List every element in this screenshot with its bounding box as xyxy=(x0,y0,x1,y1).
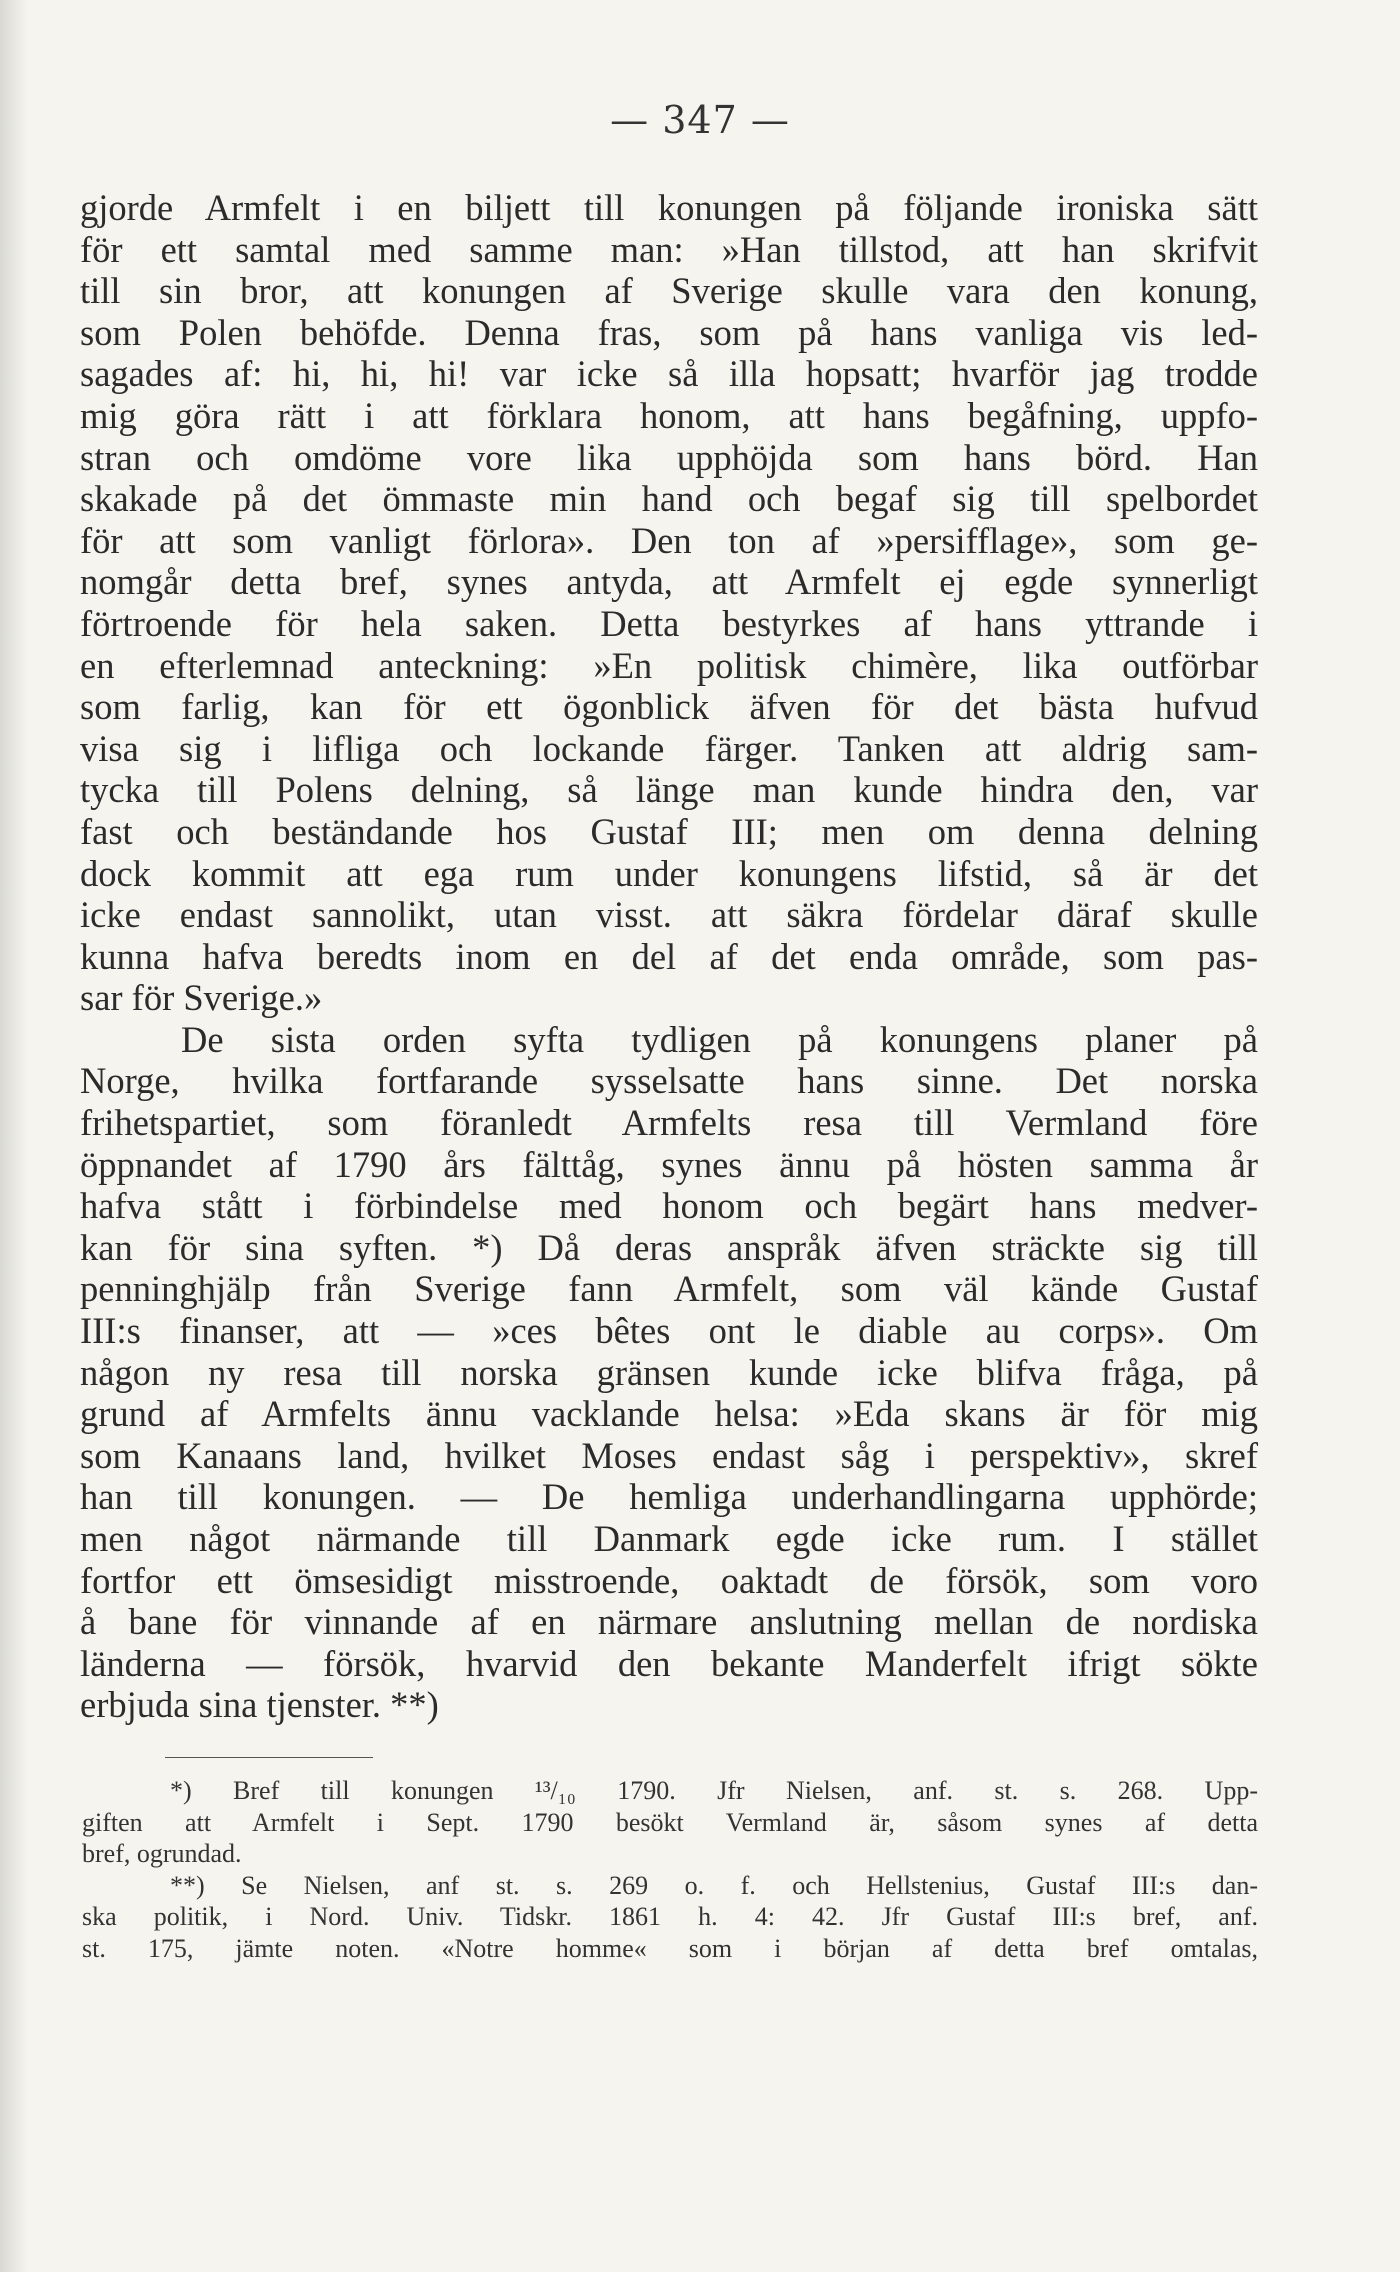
text-line: som Kanaans land, hvilket Moses endast såg i perspektiv», skref xyxy=(80,1434,1258,1476)
text-line: förtroende för hela saken. Detta bestyrkes af hans yttrande i xyxy=(80,602,1258,644)
text-line: De sista orden syfta tydligen på konungens planer på xyxy=(181,1018,1258,1060)
text-line: grund af Armfelts ännu vacklande helsa: »Eda skans är för mig xyxy=(80,1393,1258,1435)
text-line: som farlig, kan för ett ögonblick äfven för det bästa hufvud xyxy=(80,686,1258,728)
footnote-line: **) Se Nielsen, anf st. s. 269 o. f. och Hellstenius, Gustaf III:s dan- xyxy=(170,1870,1258,1900)
page-number: — 347 — xyxy=(610,98,790,142)
text-line: tycka till Polens delning, så länge man kunde hindra den, var xyxy=(80,769,1258,811)
text-line: öppnandet af 1790 års fälttåg, synes ännu på hösten samma år xyxy=(80,1143,1258,1185)
text-line: fast och beständande hos Gustaf III; men om denna delning xyxy=(80,810,1258,852)
text-line: penninghjälp från Sverige fann Armfelt, som väl kände Gustaf xyxy=(80,1268,1258,1310)
binding-shadow xyxy=(0,0,28,2272)
text-line: Norge, hvilka fortfarande sysselsatte hans sinne. Det norska xyxy=(80,1060,1258,1102)
text-line: nomgår detta bref, synes antyda, att Armfelt ej egde synnerligt xyxy=(80,561,1258,603)
footnote-line: st. 175, jämte noten. «Notre homme« som i början af detta bref omtalas, xyxy=(82,1933,1258,1963)
text-line: sagades af: hi, hi, hi! var icke så illa hopsatt; hvarför jag trodde xyxy=(80,353,1258,395)
text-line: gjorde Armfelt i en biljett till konungen på följande ironiska sätt xyxy=(80,187,1258,228)
text-line: å bane för vinnande af en närmare anslutning mellan de nordiska xyxy=(80,1601,1258,1643)
footnote-divider xyxy=(165,1757,373,1758)
text-line: till sin bror, att konungen af Sverige skulle vara den konung, xyxy=(80,270,1258,312)
text-line: kan för sina syften. *) Då deras anspråk äfven sträckte sig till xyxy=(80,1226,1258,1268)
text-line: han till konungen. — De hemliga underhandlingarna upphörde; xyxy=(80,1476,1258,1518)
footnote-line: bref, ogrundad. xyxy=(82,1839,242,1868)
text-line: mig göra rätt i att förklara honom, att hans begåfning, uppfo- xyxy=(80,394,1258,436)
text-line: fortfor ett ömsesidigt misstroende, oaktadt de försök, som voro xyxy=(80,1559,1258,1601)
text-line: hafva stått i förbindelse med honom och begärt hans medver- xyxy=(80,1185,1258,1227)
text-line: men något närmande till Danmark egde icke rum. I stället xyxy=(80,1518,1258,1559)
text-line: en efterlemnad anteckning: »En politisk chimère, lika outförbar xyxy=(80,644,1258,686)
text-line: för att som vanligt förlora». Den ton af »persifflage», som ge- xyxy=(80,519,1258,561)
text-line: visa sig i lifliga och lockande färger. Tanken att aldrig sam- xyxy=(80,727,1258,769)
text-line: skakade på det ömmaste min hand och begaf sig till spelbordet xyxy=(80,478,1258,520)
text-line: för ett samtal med samme man: »Han tillstod, att han skrifvit xyxy=(80,228,1258,270)
text-line: kunna hafva beredts inom en del af det enda område, som pas- xyxy=(80,935,1258,977)
text-line: stran och omdöme vore lika upphöjda som hans börd. Han xyxy=(80,436,1258,478)
text-line: dock kommit att ega rum under konungens lifstid, så är det xyxy=(80,852,1258,894)
text-line: länderna — försök, hvarvid den bekante Manderfelt ifrigt sökte xyxy=(80,1642,1258,1684)
footnote-line: *) Bref till konungen ¹³/₁₀ 1790. Jfr Nielsen, anf. st. s. 268. Upp- xyxy=(170,1776,1258,1805)
text-line: III:s finanser, att — »ces bêtes ont le diable au corps». Om xyxy=(80,1310,1258,1352)
main-text xyxy=(80,187,1258,1726)
text-line: icke endast sannolikt, utan visst. att säkra fördelar däraf skulle xyxy=(80,894,1258,936)
text-line: sar för Sverige.» xyxy=(80,977,323,1019)
text-line: erbjuda sina tjenster. **) xyxy=(80,1684,439,1726)
text-line: någon ny resa till norska gränsen kunde icke blifva fråga, på xyxy=(80,1351,1258,1393)
text-line: frihetspartiet, som föranledt Armfelts resa till Vermland före xyxy=(80,1102,1258,1144)
footnote-line: giften att Armfelt i Sept. 1790 besökt Vermland är, såsom synes af detta xyxy=(82,1807,1258,1837)
footnotes xyxy=(82,1775,1258,1964)
text-line: som Polen behöfde. Denna fras, som på hans vanliga vis led- xyxy=(80,311,1258,353)
footnote-line: ska politik, i Nord. Univ. Tidskr. 1861 h. 4: 42. Jfr Gustaf III:s bref, anf. xyxy=(82,1902,1258,1931)
